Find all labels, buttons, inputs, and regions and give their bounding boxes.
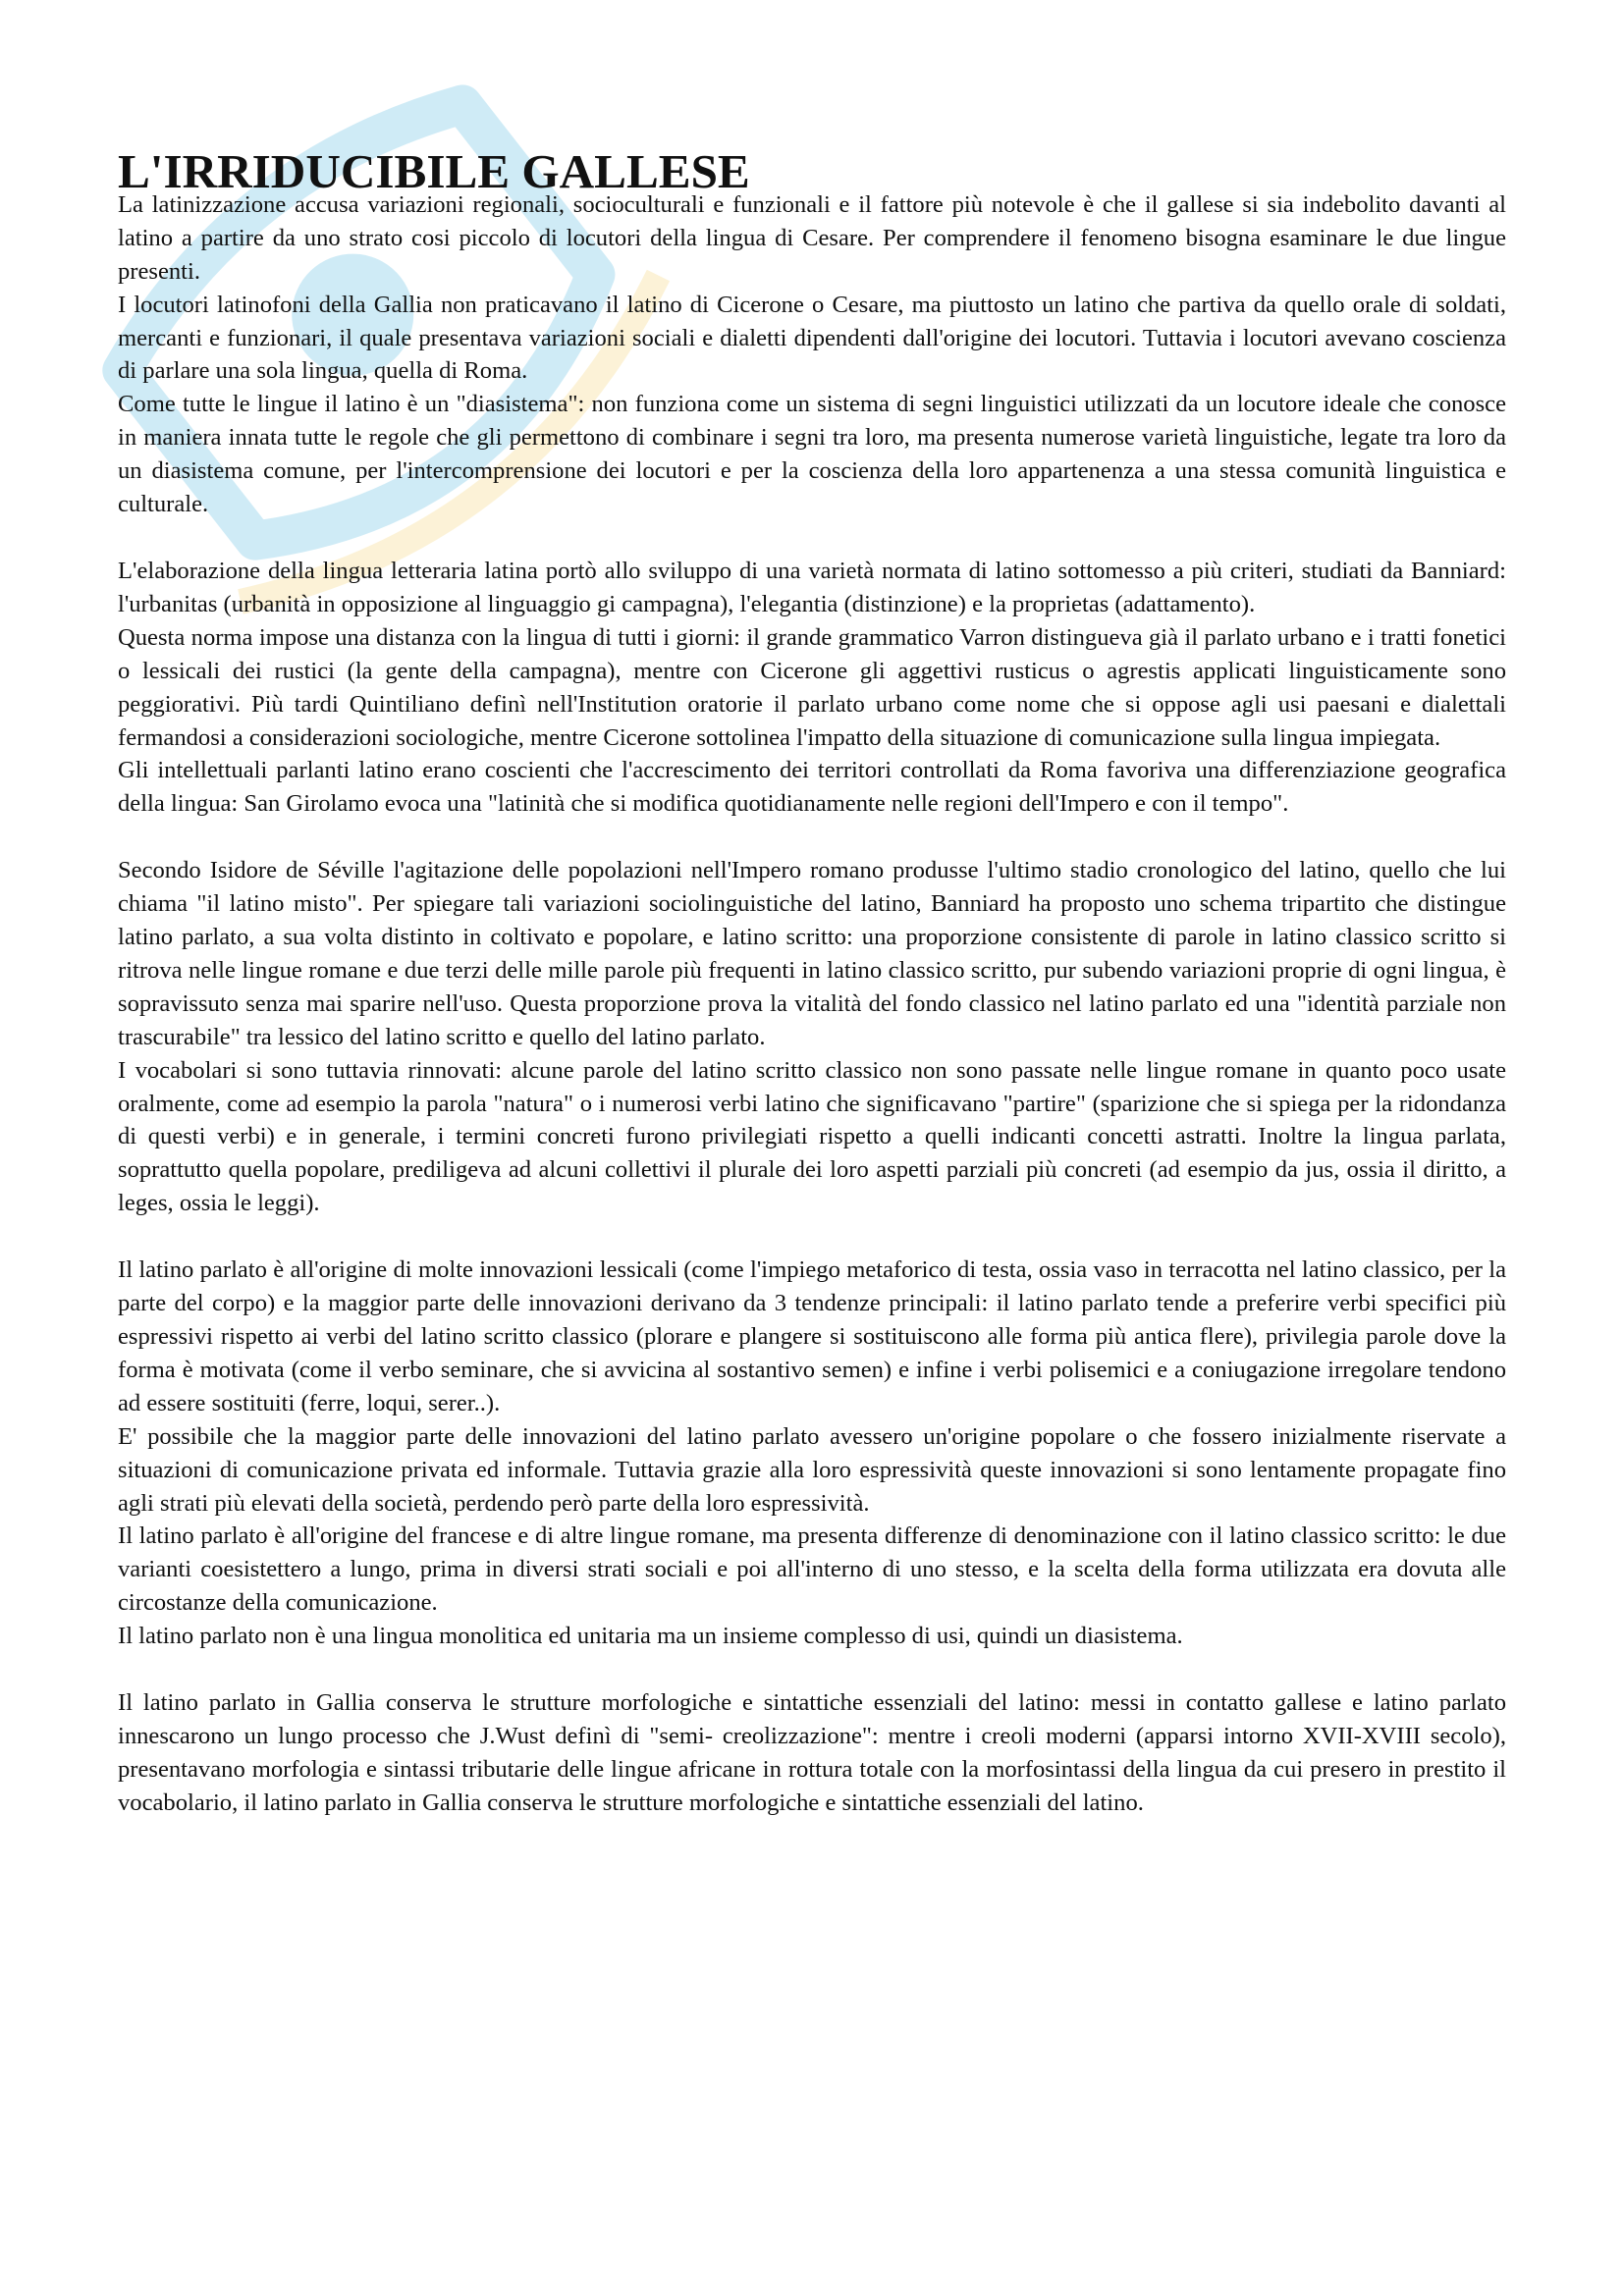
- paragraph-gap: [118, 821, 1506, 854]
- paragraph-gap: [118, 521, 1506, 555]
- paragraph: E' possibile che la maggior parte delle innovazioni del latino parlato avessero un'origine popolare o che fossero inizialmente riservate a situazioni di comunicazione privata ed informale. Tuttavia grazie alla loro espressività queste innovazioni si sono lentamente propagate fino agli strati più elevati della società, perdendo però parte della loro espressività.: [118, 1422, 1506, 1517]
- paragraph: L'elaborazione della lingua letteraria latina portò allo sviluppo di una varietà normata di latino sottomesso a più criteri, studiati da Banniard: l'urbanitas (urbanità in opposizione al linguaggio gi campagna), l'elegantia (distinzione) e la proprietas (adattamento).: [118, 557, 1506, 617]
- section-4: [118, 1254, 1506, 1653]
- document-page: [118, 144, 1506, 1820]
- paragraph: Secondo Isidore de Séville l'agitazione delle popolazioni nell'Impero romano produsse l'ultimo stadio cronologico del latino, quello che lui chiama "il latino misto". Per spiegare tali variazioni sociolinguistiche del latino, Banniard ha proposto uno schema tripartito che distingue latino parlato, a sua volta distinto in coltivato e popolare, e latino scritto: una proporzione consistente di parole in latino classico scritto si ritrova nelle lingue romane e due terzi delle mille parole più frequenti in latino classico scritto, pur subendo variazioni proprie di ogni lingua, è sopravissuto senza mai sparire nell'uso. Questa proporzione prova la vitalità del fondo classico nel latino parlato ed una "identità parziale non trascurabile" tra lessico del latino scritto e quello del latino parlato.: [118, 857, 1506, 1050]
- section-1: [118, 188, 1506, 521]
- paragraph: Gli intellettuali parlanti latino erano coscienti che l'accrescimento dei territori controllati da Roma favoriva una differenziazione geografica della lingua: San Girolamo evoca una "latinità che si modifica quotidianamente nelle regioni dell'Impero e con il tempo".: [118, 757, 1506, 818]
- paragraph-gap: [118, 1220, 1506, 1254]
- paragraph: Il latino parlato è all'origine di molte innovazioni lessicali (come l'impiego metaforico di testa, ossia vaso in terracotta nel latino classico, per la parte del corpo) e la maggior parte delle innovazioni derivano da 3 tendenze principali: il latino parlato tende a preferire verbi specifici più espressivi rispetto ai verbi del latino scritto classico (plorare e plangere si sostituiscono alle forma più antica flere), privilegia parole dove la forma è motivata (come il verbo seminare, che si avvicina al sostantivo semen) e infine i verbi polisemici e a coniugazione irregolare tendono ad essere sostituiti (ferre, loqui, serer..).: [118, 1256, 1506, 1416]
- paragraph: Il latino parlato in Gallia conserva le strutture morfologiche e sintattiche essenziali del latino: messi in contatto gallese e latino parlato innescarono un lungo processo che J.Wust definì di "semi- creolizzazione": mentre i creoli moderni (apparsi intorno XVII-XVIII secolo), presentavano morfologia e sintassi tributarie delle lingue africane in rottura totale con la morfosintassi della lingua da cui presero in prestito il vocabolario, il latino parlato in Gallia conserva le strutture morfologiche e sintattiche essenziali del latino.: [118, 1689, 1506, 1816]
- paragraph: I locutori latinofoni della Gallia non praticavano il latino di Cicerone o Cesare, ma piuttosto un latino che partiva da quello orale di soldati, mercanti e funzionari, il quale presentava variazioni sociali e dialetti dipendenti dall'origine dei locutori. Tuttavia i locutori avevano coscienza di parlare una sola lingua, quella di Roma.: [118, 291, 1506, 385]
- section-3: [118, 854, 1506, 1220]
- paragraph: Questa norma impose una distanza con la lingua di tutti i giorni: il grande grammatico Varron distingueva già il parlato urbano e i tratti fonetici o lessicali dei rustici (la gente della campagna), mentre con Cicerone gli aggettivi rusticus o agrestis applicati linguisticamente sono peggiorativi. Più tardi Quintiliano definì nell'Institution oratorie il parlato urbano come nome che si oppose agli usi paesani e dialettali fermandosi a considerazioni sociologiche, mentre Cicerone sottolinea l'impatto della situazione di comunicazione sulla lingua impiegata.: [118, 623, 1506, 751]
- paragraph: I vocabolari si sono tuttavia rinnovati: alcune parole del latino scritto classico non sono passate nelle lingue romane in quanto poco usate oralmente, come ad esempio la parola "natura" o i numerosi verbi latino che significavano "partire" (sparizione che si spiega per la ridondanza di questi verbi) e in generale, i termini concreti furono privilegiati rispetto a quelli indicanti concetti astratti. Inoltre la lingua parlata, soprattutto quella popolare, prediligeva ad alcuni collettivi il plurale dei loro aspetti parziali più concreti (ad esempio da jus, ossia il diritto, a leges, ossia le leggi).: [118, 1056, 1506, 1217]
- section-2: [118, 555, 1506, 821]
- paragraph-gap: [118, 1653, 1506, 1686]
- document-title: L'IRRIDUCIBILE GALLESE: [118, 144, 750, 198]
- paragraph: Il latino parlato non è una lingua monolitica ed unitaria ma un insieme complesso di usi, quindi un diasistema.: [118, 1623, 1183, 1650]
- paragraph: Come tutte le lingue il latino è un "diasistema": non funziona come un sistema di segni linguistici utilizzati da un locutore ideale che conosce in maniera innata tutte le regole che gli permettono di combinare i segni tra loro, ma presenta numerose varietà linguistiche, legate tra loro da un diasistema comune, per l'intercomprensione dei locutori e per la coscienza della loro appartenenza a una stessa comunità linguistica e culturale.: [118, 391, 1506, 518]
- paragraph: La latinizzazione accusa variazioni regionali, socioculturali e funzionali e il fattore più notevole è che il gallese si sia indebolito davanti al latino a partire da uno strato cosi piccolo di locutori della lingua di Cesare. Per comprendere il fenomeno bisogna esaminare le due lingue presenti.: [118, 190, 1506, 285]
- paragraph: Il latino parlato è all'origine del francese e di altre lingue romane, ma presenta differenze di denominazione con il latino classico scritto: le due varianti coesistettero a lungo, prima in diversi strati sociali e poi all'interno di uno stesso, e la scelta della forma utilizzata era dovuta alle circostanze della comunicazione.: [118, 1522, 1506, 1617]
- section-5: [118, 1686, 1506, 1820]
